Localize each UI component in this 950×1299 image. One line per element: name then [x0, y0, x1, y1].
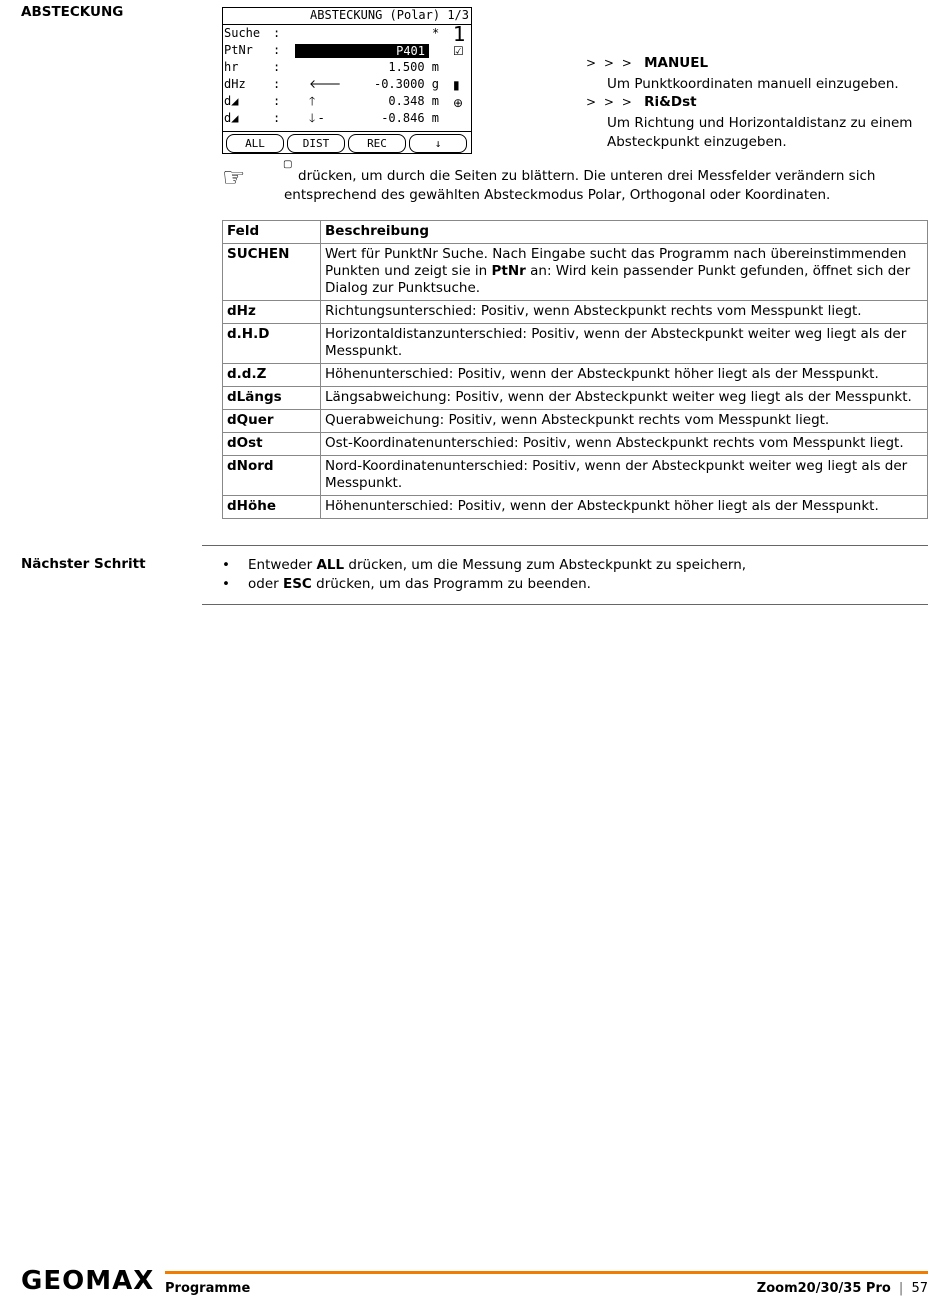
field-desc: Ost-Koordinatenunterschied: Positiv, wenn Absteckpunkt rechts vom Messpunkt liegt.	[321, 433, 928, 456]
field-desc: Querabweichung: Positiv, wenn Absteckpunkt rechts vom Messpunkt liegt.	[321, 410, 928, 433]
dhd-value: 0.348 m	[388, 94, 439, 108]
field-name: dNord	[223, 456, 321, 496]
screen-row-dhd	[223, 93, 471, 110]
table-row	[223, 456, 928, 496]
screen-row-suche[interactable]	[223, 25, 471, 42]
table-row	[223, 387, 928, 410]
field-desc: Richtungsunterschied: Positiv, wenn Absteckpunkt rechts vom Messpunkt liegt.	[321, 301, 928, 324]
next-step-title: Nächster Schritt	[21, 556, 146, 572]
field-desc	[321, 244, 928, 301]
screen-row-hr[interactable]	[223, 59, 471, 76]
row-label: hr	[224, 60, 239, 74]
screen-row-ptnr[interactable]	[223, 42, 471, 59]
desc-text: an: Wird kein passender Punkt gefunden, öffnet sich der Dialog zur Punktsuche.	[325, 263, 911, 296]
softkey-rec[interactable]: REC	[348, 134, 406, 153]
field-desc: Längsabweichung: Positiv, wenn der Absteckpunkt weiter weg liegt als der Messpunkt.	[321, 387, 928, 410]
row-colon: :	[273, 111, 281, 125]
softkey-bar	[223, 131, 471, 153]
bullet-icon: •	[222, 576, 230, 592]
screen-row-dhz	[223, 76, 471, 93]
field-desc: Horizontaldistanzunterschied: Positiv, wenn der Absteckpunkt weiter weg liegt als der Messpunkt.	[321, 324, 928, 364]
row-colon: :	[273, 94, 281, 108]
footer-separator: |	[898, 1281, 904, 1296]
row-colon: :	[273, 43, 281, 57]
list-item	[222, 556, 746, 575]
table-header: Feld	[223, 221, 321, 244]
table-row	[223, 433, 928, 456]
page-key-icon: ▢	[283, 159, 293, 170]
geomax-logo: GEOMAX	[21, 1266, 155, 1296]
bullet-icon: •	[222, 557, 230, 573]
menu-desc: Um Punktkoordinaten manuell einzugeben.	[607, 76, 899, 92]
footer-section: Programme	[165, 1281, 251, 1296]
section-title: ABSTECKUNG	[21, 4, 124, 20]
left-arrow-icon: 🡐	[309, 77, 342, 91]
menu-item-manuel	[586, 55, 708, 71]
step-text: Entweder	[248, 557, 317, 573]
up-arrow-icon: 🡑	[309, 94, 316, 108]
screen-star: *	[432, 26, 440, 40]
footer-product: Zoom20/30/35 Pro	[756, 1281, 891, 1296]
row-label: d◢	[224, 94, 239, 108]
page-number: 57	[911, 1281, 928, 1296]
field-name: d.H.D	[223, 324, 321, 364]
row-colon: :	[273, 60, 281, 74]
row-label: dHz	[224, 77, 246, 91]
table-row	[223, 301, 928, 324]
pointing-hand-icon: ☞	[222, 163, 246, 193]
footer-accent-bar	[165, 1271, 928, 1274]
table-header-row	[223, 221, 928, 244]
ddz-value: -0.846 m	[381, 111, 439, 125]
list-item	[222, 575, 746, 594]
field-description-table	[222, 220, 928, 519]
screen-row-ddz	[223, 110, 471, 127]
row-label: PtNr	[224, 43, 253, 57]
target-check-icon: ☑	[453, 44, 464, 58]
desc-text: Wert für PunktNr Suche. Nach Eingabe sucht das Programm nach übereinstimmenden Punkten und zeigt sie in	[325, 246, 907, 279]
next-step-list	[222, 556, 746, 594]
desc-bold: PtNr	[491, 263, 526, 279]
row-label: Suche	[224, 26, 261, 40]
field-name: dHz	[223, 301, 321, 324]
field-name: dHöhe	[223, 496, 321, 519]
divider	[202, 545, 928, 546]
menu-title: Ri&Dst	[644, 94, 697, 110]
row-colon: :	[273, 26, 281, 40]
footer-right	[757, 1281, 928, 1296]
triple-chevron-icon: > > >	[586, 95, 634, 109]
softkey-all[interactable]: ALL	[226, 134, 284, 153]
device-screen	[222, 7, 472, 154]
screen-page-number: 1	[453, 22, 466, 46]
down-arrow-icon: 🡓 -	[309, 111, 324, 125]
step-text: oder	[248, 576, 283, 592]
row-label: d◢	[224, 111, 239, 125]
step-text: drücken, um das Programm zu beenden.	[311, 576, 591, 592]
ptnr-value[interactable]: P401	[295, 44, 429, 58]
battery-icon: ▮	[453, 78, 460, 92]
screen-title: ABSTECKUNG (Polar) 1/3	[223, 8, 471, 25]
step-key: ESC	[282, 576, 312, 592]
menu-title: MANUEL	[644, 55, 709, 71]
menu-desc: Um Richtung und Horizontaldistanz zu einem Absteckpunkt einzugeben.	[607, 115, 913, 150]
table-row	[223, 364, 928, 387]
field-name: dLängs	[223, 387, 321, 410]
field-desc: Nord-Koordinatenunterschied: Positiv, wenn der Absteckpunkt weiter weg liegt als der Messpunkt.	[321, 456, 928, 496]
compensator-icon: ⊕	[453, 96, 464, 110]
field-name: dQuer	[223, 410, 321, 433]
note-body: drücken, um durch die Seiten zu blättern. Die unteren drei Messfelder verändern sich entsprechend des gewählten Absteckmodus Polar, Orthogonal oder Koordinaten.	[284, 168, 876, 203]
row-colon: :	[273, 77, 281, 91]
table-row	[223, 410, 928, 433]
table-row	[223, 244, 928, 301]
step-text: drücken, um die Messung zum Absteckpunkt zu speichern,	[344, 557, 747, 573]
triple-chevron-icon: > > >	[586, 56, 634, 70]
divider	[202, 604, 928, 605]
table-row	[223, 496, 928, 519]
field-name: d.d.Z	[223, 364, 321, 387]
softkey-page-down[interactable]: ↓	[409, 134, 467, 153]
softkey-dist[interactable]: DIST	[287, 134, 345, 153]
dhz-value: -0.3000 g	[373, 77, 439, 91]
table-header: Beschreibung	[321, 221, 928, 244]
field-name: SUCHEN	[223, 244, 321, 301]
note-text	[284, 167, 929, 205]
field-desc: Höhenunterschied: Positiv, wenn der Absteckpunkt höher liegt als der Messpunkt.	[321, 364, 928, 387]
field-desc: Höhenunterschied: Positiv, wenn der Absteckpunkt höher liegt als der Messpunkt.	[321, 496, 928, 519]
table-row	[223, 324, 928, 364]
menu-item-ridst	[586, 94, 697, 110]
field-name: dOst	[223, 433, 321, 456]
step-key: ALL	[316, 557, 345, 573]
hr-value: 1.500 m	[388, 60, 439, 74]
